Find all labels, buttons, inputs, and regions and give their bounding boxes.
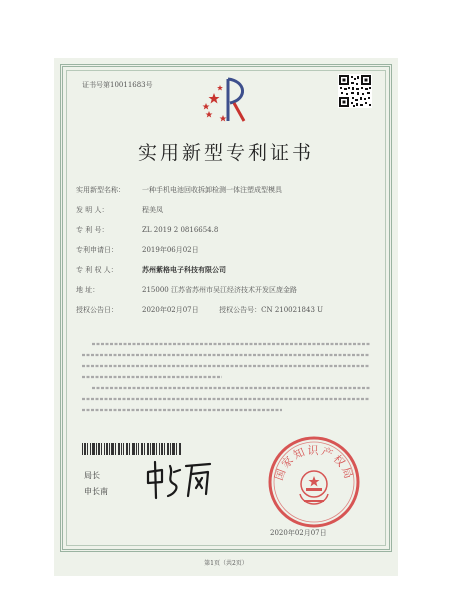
field-value: CN 210021843 U bbox=[261, 306, 324, 314]
field-value: ZL 2019 2 0816654.8 bbox=[142, 226, 219, 234]
handwritten-signature bbox=[144, 458, 214, 502]
field-value: 一种手机电池回收拆卸检测一体注塑成型模具 bbox=[142, 186, 282, 194]
field-inventor bbox=[76, 205, 163, 215]
field-application-date bbox=[76, 245, 199, 255]
svg-text:国家知识产权局: 国家知识产权局 bbox=[272, 444, 356, 483]
field-value: 2019年06月02日 bbox=[142, 246, 199, 254]
barcode-icon bbox=[82, 443, 182, 455]
field-label: 发 明 人： bbox=[76, 206, 109, 214]
signature-title-name: 申长南 bbox=[84, 487, 108, 496]
certificate-title: 实用新型专利证书 bbox=[137, 142, 314, 164]
cnipa-logo-icon bbox=[200, 75, 258, 123]
field-label: 地 址： bbox=[76, 286, 100, 294]
field-value: 苏州紫格电子科技有限公司 bbox=[142, 265, 226, 274]
field-value: 程美凤 bbox=[142, 206, 163, 214]
field-label: 专 利 号： bbox=[76, 226, 109, 234]
field-grant-date-and-number bbox=[76, 305, 323, 315]
page-footer: 第1页（共2页） bbox=[204, 560, 248, 567]
field-value: 2020年02月07日 bbox=[142, 306, 199, 314]
field-value: 215000 江苏省苏州市吴江经济技术开发区庞金路 bbox=[142, 286, 297, 294]
field-address bbox=[76, 285, 297, 295]
field-label: 授权公告日： bbox=[76, 306, 118, 314]
field-label: 实用新型名称： bbox=[76, 186, 125, 194]
certificate-body-text bbox=[82, 340, 374, 436]
qr-code-icon bbox=[338, 74, 372, 108]
field-label: 专利申请日： bbox=[76, 246, 118, 254]
field-patentee bbox=[76, 265, 226, 275]
official-seal-stamp bbox=[266, 434, 362, 530]
field-utility-model-name bbox=[76, 185, 282, 195]
certificate-number: 证书号第10011683号 bbox=[82, 81, 153, 89]
field-label: 授权公告号： bbox=[219, 306, 262, 314]
signature-title-director: 局长 bbox=[84, 471, 100, 480]
issue-date: 2020年02月07日 bbox=[270, 529, 327, 537]
patent-certificate bbox=[54, 58, 398, 576]
field-label: 专 利 权 人： bbox=[76, 266, 118, 274]
field-patent-number bbox=[76, 225, 218, 235]
